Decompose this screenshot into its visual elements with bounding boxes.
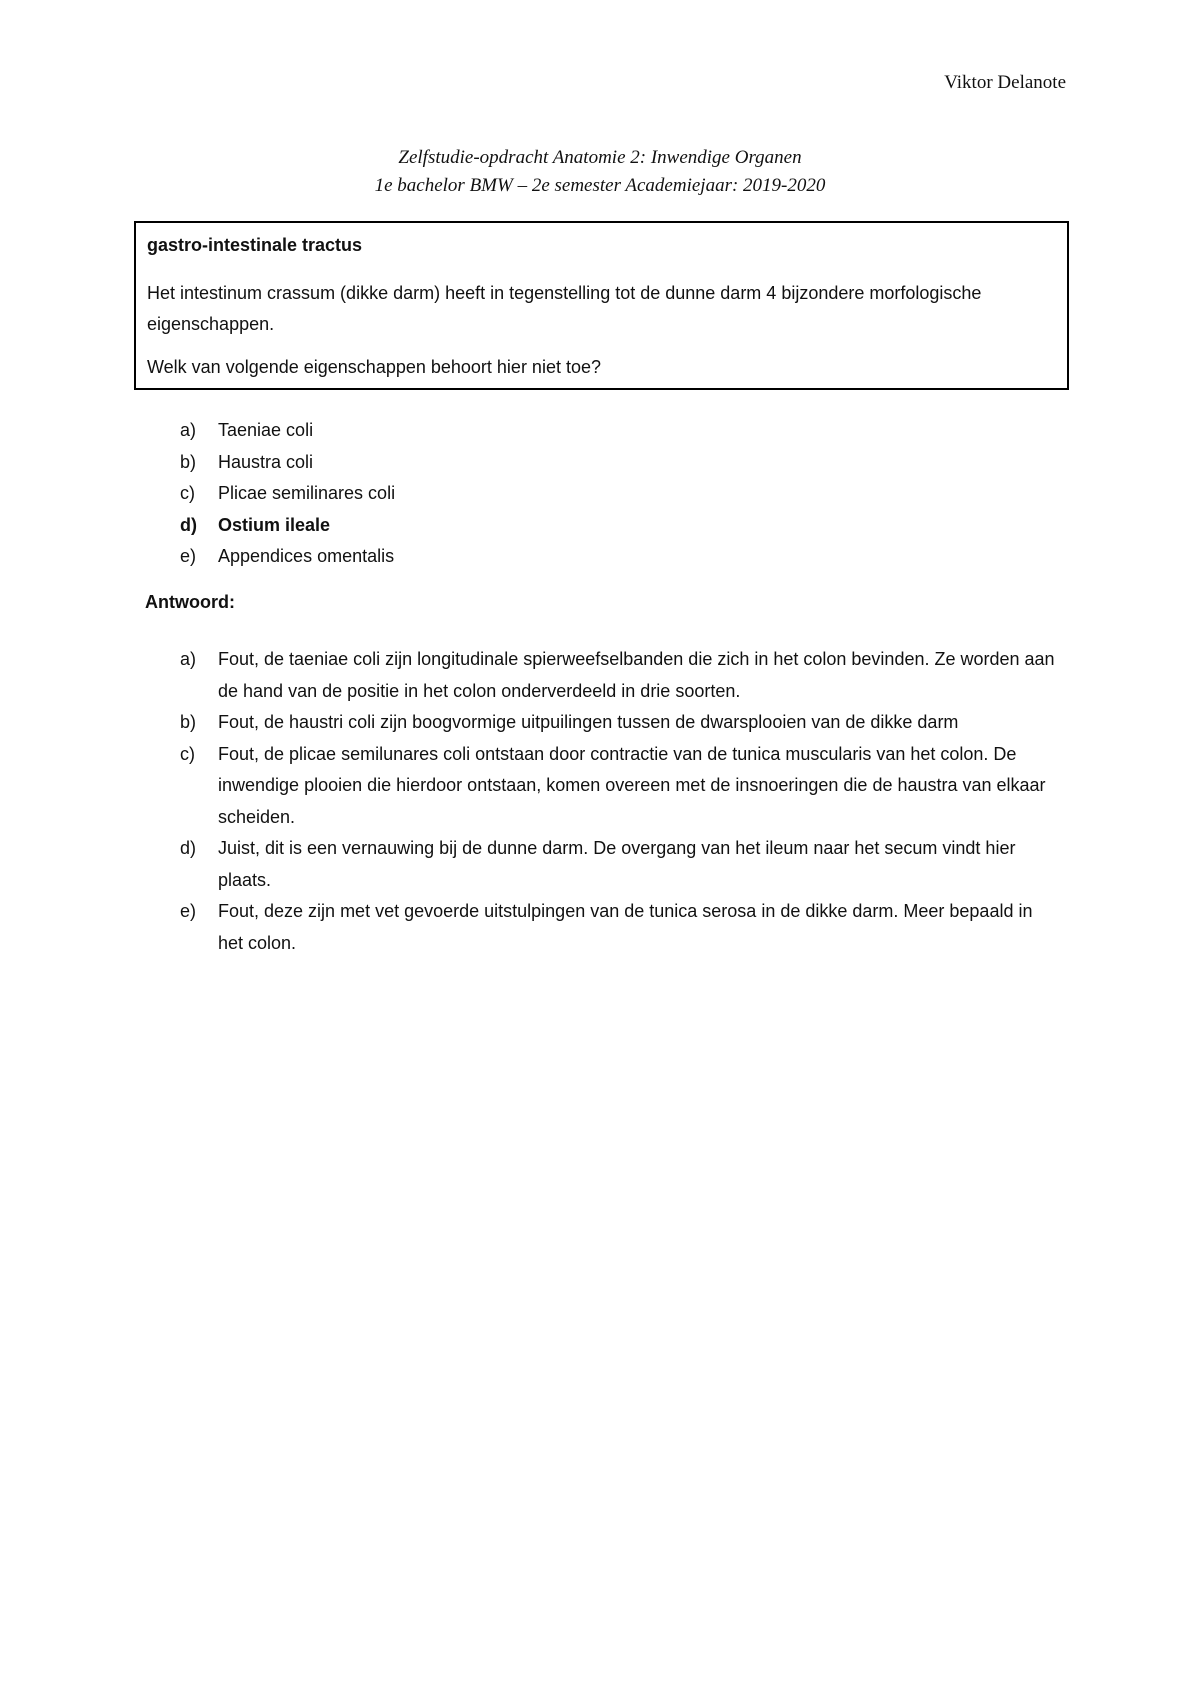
- course-title: Zelfstudie-opdracht Anatomie 2: Inwendige Organen: [398, 147, 802, 168]
- answer-item: [180, 707, 1060, 739]
- option-text: Plicae semilinares coli: [218, 483, 396, 503]
- answer-list: [180, 644, 1060, 959]
- question-stem: Het intestinum crassum (dikke darm) heeft in tegenstelling tot de dunne darm 4 bijzondere morfologische eigenschappen.: [147, 283, 982, 334]
- answer-text: Fout, de plicae semilunares coli ontstaan door contractie van de tunica muscularis van het colon. De inwendige plooien die hierdoor ontstaan, komen overeen met de insnoeringen die de haustra van elkaar scheiden.: [218, 743, 1046, 827]
- option-marker: e): [180, 546, 197, 566]
- option-marker: a): [180, 420, 197, 440]
- option-item: [180, 415, 395, 447]
- answer-text: Fout, de haustri coli zijn boogvormige uitpuilingen tussen de dwarsplooien van de dikke darm: [218, 712, 959, 732]
- answer-marker: b): [180, 712, 197, 732]
- answer-item: [180, 896, 1060, 959]
- option-marker: c): [180, 483, 195, 503]
- option-text: Haustra coli: [218, 451, 314, 472]
- option-list: [180, 415, 395, 573]
- answer-marker: c): [180, 743, 195, 764]
- option-text: Appendices omentalis: [218, 546, 395, 566]
- answer-marker: e): [180, 901, 197, 921]
- author-name: Viktor Delanote: [944, 72, 1066, 93]
- option-text: Taeniae coli: [218, 420, 314, 440]
- option-item: [180, 447, 395, 479]
- option-item-correct: [180, 510, 395, 542]
- question-box: [134, 221, 1069, 390]
- course-subtitle: 1e bachelor BMW – 2e semester Academiejaar: 2019-2020: [374, 175, 826, 196]
- answer-text: Fout, de taeniae coli zijn longitudinale spierweefselbanden die zich in het colon bevinden. Ze worden aan de hand van de positie in het colon onderverdeeld in drie soorten.: [218, 649, 1055, 701]
- option-item: [180, 478, 395, 510]
- answer-text: Fout, deze zijn met vet gevoerde uitstulpingen van de tunica serosa in de dikke darm. Meer bepaald in het colon.: [218, 901, 1033, 953]
- document-heading: [0, 144, 1200, 200]
- question-prompt: Welk van volgende eigenschappen behoort hier niet toe?: [147, 357, 601, 377]
- option-text: Ostium ileale: [218, 514, 331, 535]
- answer-marker: a): [180, 649, 197, 669]
- answer-text: Juist, dit is een vernauwing bij de dunne darm. De overgang van het ileum naar het secum vindt hier plaats.: [218, 838, 1016, 890]
- question-topic: gastro-intestinale tractus: [147, 235, 363, 255]
- option-item: [180, 541, 395, 573]
- answer-item: [180, 739, 1060, 834]
- option-marker: b): [180, 451, 197, 472]
- answer-item: [180, 833, 1060, 896]
- answer-heading: Antwoord:: [145, 592, 235, 612]
- option-marker: d): [180, 514, 197, 535]
- answer-item: [180, 644, 1060, 707]
- answer-marker: d): [180, 838, 197, 858]
